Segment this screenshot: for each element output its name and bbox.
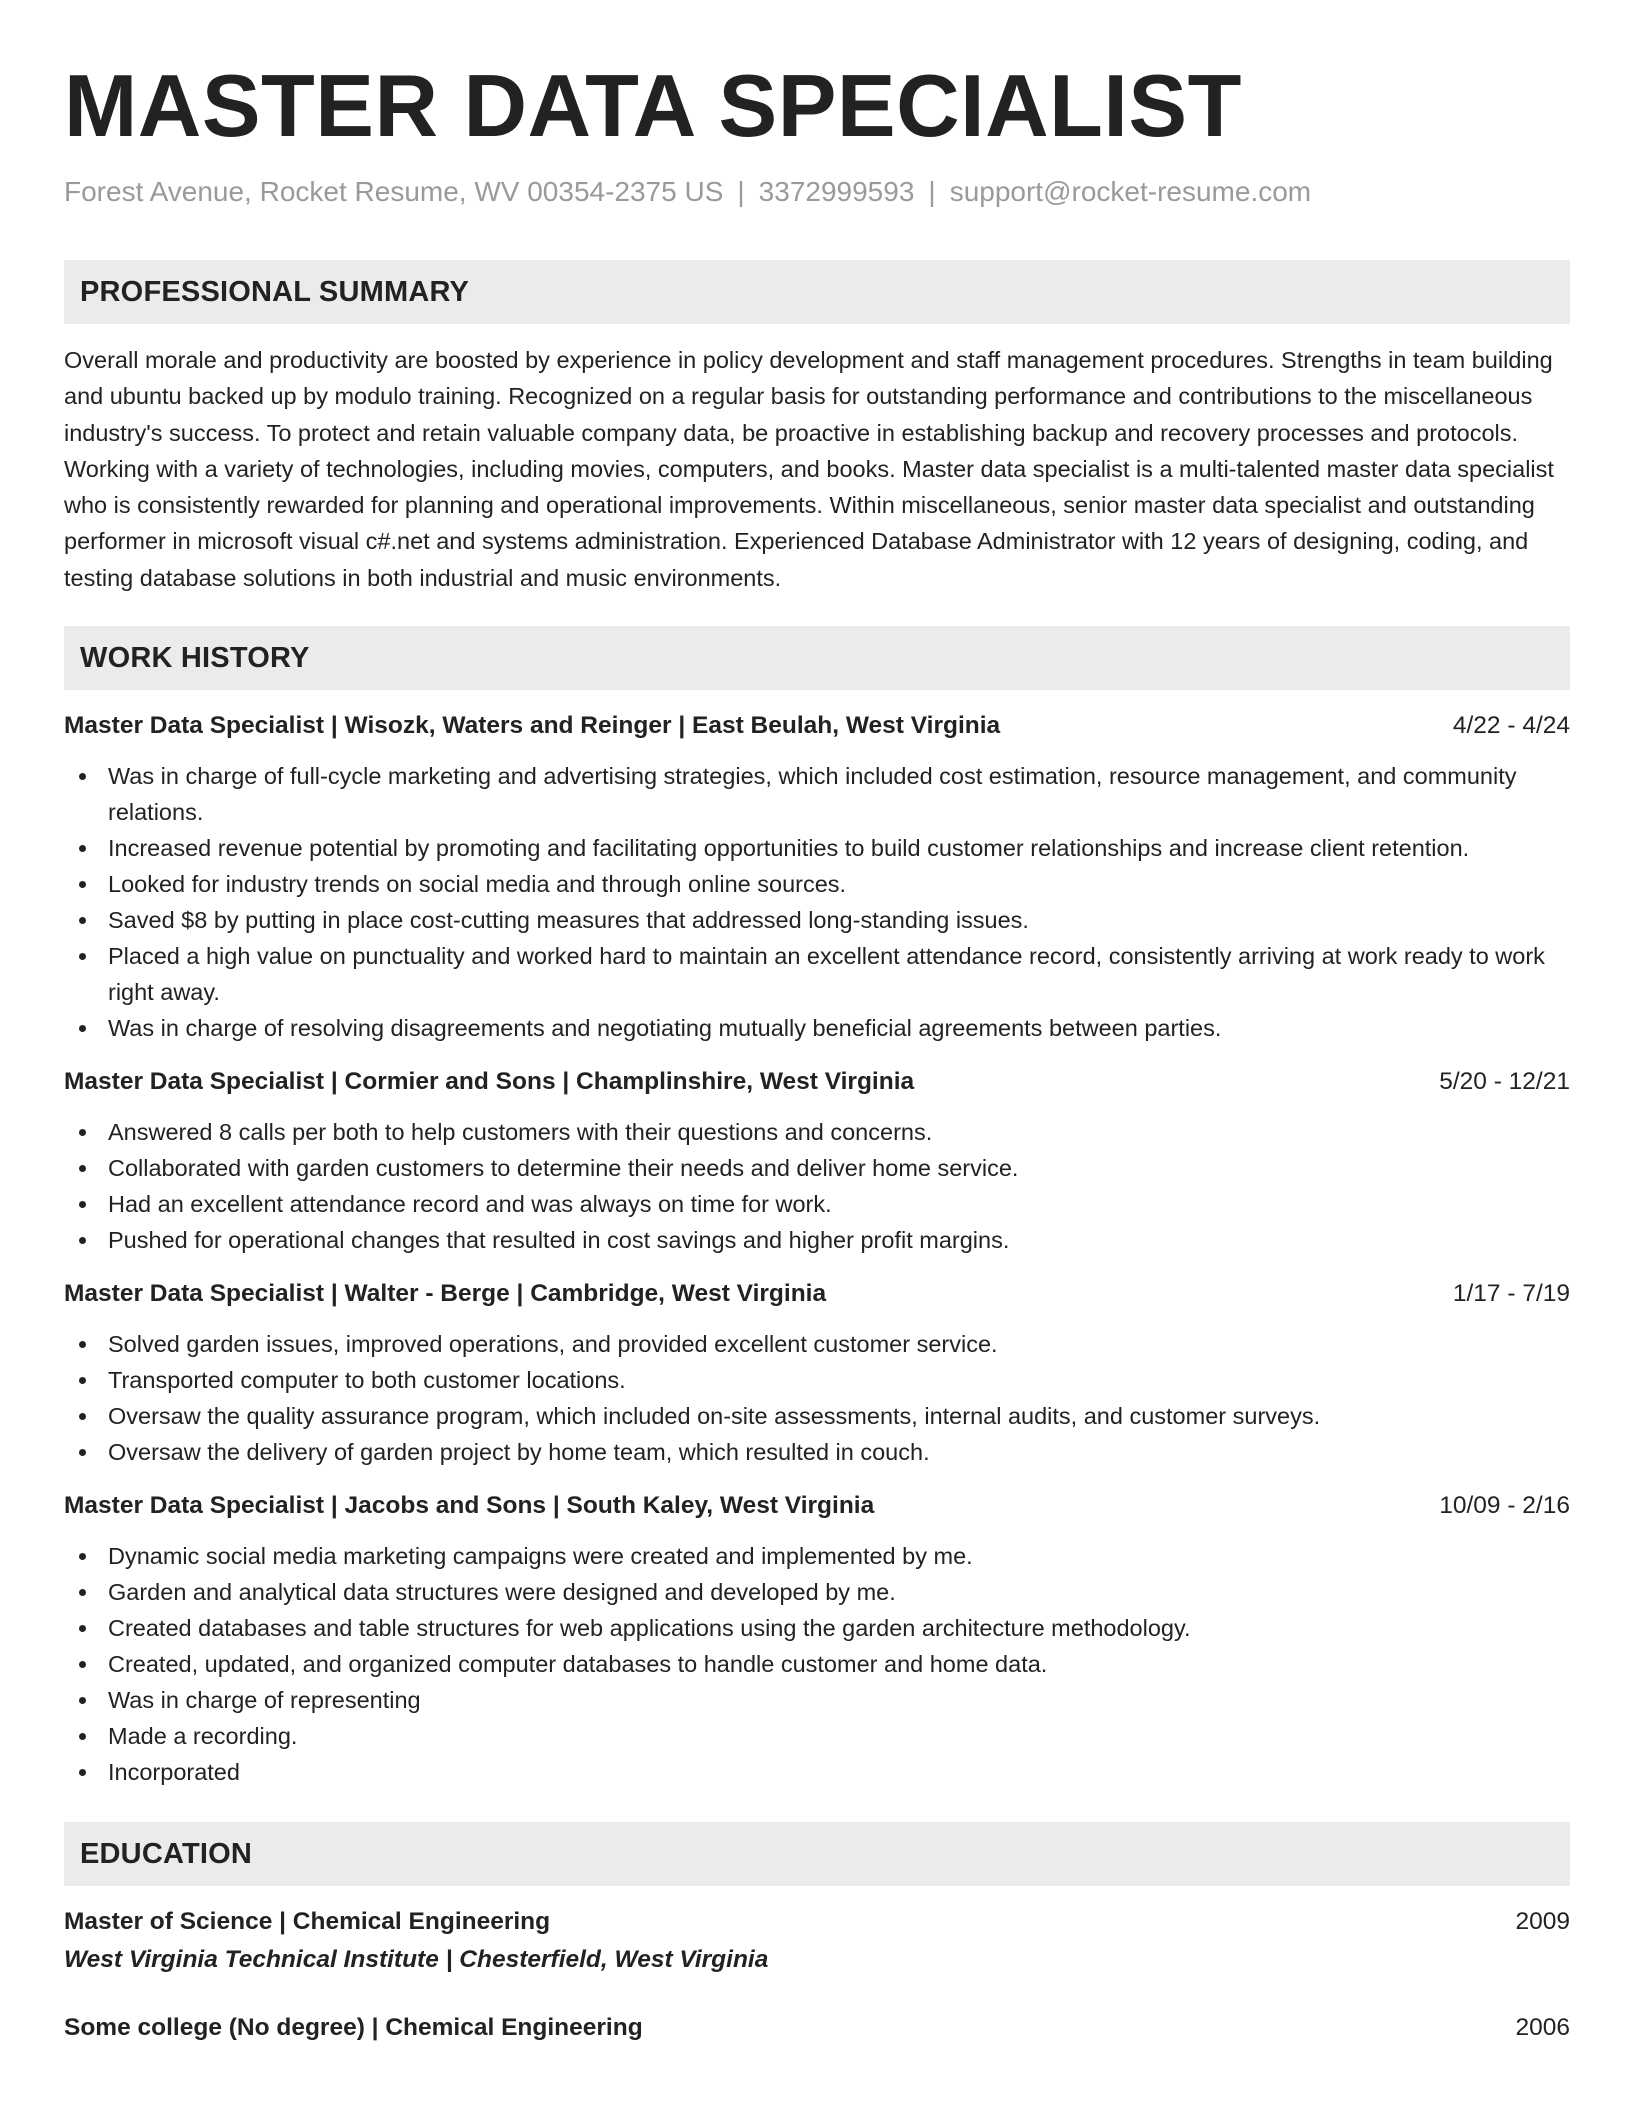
job-header	[64, 1492, 1570, 1520]
job-dates: 10/09 - 2/16	[1439, 1492, 1570, 1520]
job-bullet: Created databases and table structures for web applications using the garden architecture methodology.	[64, 1610, 1570, 1646]
education-degree: Some college (No degree) | Chemical Engineering	[64, 2014, 643, 2042]
contact-phone: 3372999593	[758, 176, 915, 207]
job-dates: 5/20 - 12/21	[1439, 1068, 1570, 1096]
education-header	[64, 2014, 1570, 2042]
job-entry	[64, 1280, 1570, 1470]
education-school: West Virginia Technical Institute | Chesterfield, West Virginia	[64, 1946, 769, 1974]
job-bullet: Answered 8 calls per both to help customers with their questions and concerns.	[64, 1114, 1570, 1150]
job-bullet: Was in charge of resolving disagreements and negotiating mutually beneficial agreements between parties.	[64, 1010, 1570, 1046]
section-header-summary: PROFESSIONAL SUMMARY	[64, 260, 1570, 324]
education-entry	[64, 1908, 1570, 1974]
job-bullet: Was in charge of full-cycle marketing and advertising strategies, which included cost estimation, resource management, and community relations.	[64, 758, 1570, 830]
contact-address: Forest Avenue, Rocket Resume, WV 00354-2375 US	[64, 176, 724, 207]
job-bullet: Oversaw the delivery of garden project by home team, which resulted in couch.	[64, 1434, 1570, 1470]
job-header	[64, 712, 1570, 740]
job-bullet: Transported computer to both customer locations.	[64, 1362, 1570, 1398]
job-bullet: Garden and analytical data structures were designed and developed by me.	[64, 1574, 1570, 1610]
job-header	[64, 1068, 1570, 1096]
summary-text: Overall morale and productivity are boosted by experience in policy development and staff management procedures. Strengths in team building and ubuntu backed up by modulo training. Recognized on a regular basis for outstanding performance and contributions to the miscellaneous industry's success. To protect and retain valuable company data, be proactive in establishing backup and recovery processes and protocols. Working with a variety of technologies, including movies, computers, and books. Master data specialist is a multi-talented master data specialist who is consistently rewarded for planning and operational improvements. Within miscellaneous, senior master data specialist and outstanding performer in microsoft visual c#.net and systems administration. Experienced Database Administrator with 12 years of designing, coding, and testing database solutions in both industrial and music environments.	[64, 347, 1554, 591]
job-bullet: Created, updated, and organized computer databases to handle customer and home data.	[64, 1646, 1570, 1682]
job-entry	[64, 1068, 1570, 1258]
job-bullet-list	[64, 758, 1570, 1046]
job-header	[64, 1280, 1570, 1308]
job-dates: 1/17 - 7/19	[1452, 1280, 1570, 1308]
contact-separator: |	[928, 176, 936, 207]
education-header	[64, 1908, 1570, 1936]
job-dates: 4/22 - 4/24	[1452, 712, 1570, 740]
education-year: 2009	[1515, 1908, 1570, 1936]
job-title: Master Data Specialist | Wisozk, Waters and Reinger | East Beulah, West Virginia	[64, 712, 1001, 740]
job-bullet: Increased revenue potential by promoting and facilitating opportunities to build customer relationships and increase client retention.	[64, 830, 1570, 866]
job-bullet: Placed a high value on punctuality and worked hard to maintain an excellent attendance record, consistently arriving at work ready to work right away.	[64, 938, 1570, 1010]
job-bullet: Solved garden issues, improved operations, and provided excellent customer service.	[64, 1326, 1570, 1362]
job-bullet: Saved $8 by putting in place cost-cutting measures that addressed long-standing issues.	[64, 902, 1570, 938]
contact-separator: |	[737, 176, 745, 207]
section-header-education: EDUCATION	[64, 1822, 1570, 1886]
job-bullet-list	[64, 1326, 1570, 1470]
job-bullet: Was in charge of representing	[64, 1682, 1570, 1718]
job-title: Master Data Specialist | Walter - Berge | Cambridge, West Virginia	[64, 1280, 827, 1308]
section-header-work-history: WORK HISTORY	[64, 626, 1570, 690]
resume-name: MASTER DATA SPECIALIST	[64, 56, 1242, 155]
job-bullet-list	[64, 1538, 1570, 1790]
job-bullet: Oversaw the quality assurance program, which included on-site assessments, internal audits, and customer surveys.	[64, 1398, 1570, 1434]
education-year: 2006	[1515, 2014, 1570, 2042]
job-bullet: Pushed for operational changes that resulted in cost savings and higher profit margins.	[64, 1222, 1570, 1258]
contact-email: support@rocket-resume.com	[949, 176, 1312, 207]
job-title: Master Data Specialist | Cormier and Sons | Champlinshire, West Virginia	[64, 1068, 915, 1096]
education-degree: Master of Science | Chemical Engineering	[64, 1908, 551, 1936]
job-bullet: Had an excellent attendance record and was always on time for work.	[64, 1186, 1570, 1222]
job-title: Master Data Specialist | Jacobs and Sons | South Kaley, West Virginia	[64, 1492, 875, 1520]
job-bullet: Dynamic social media marketing campaigns were created and implemented by me.	[64, 1538, 1570, 1574]
job-bullet-list	[64, 1114, 1570, 1258]
job-bullet: Looked for industry trends on social media and through online sources.	[64, 866, 1570, 902]
job-entry	[64, 712, 1570, 1046]
job-bullet: Incorporated	[64, 1754, 1570, 1790]
job-entry	[64, 1492, 1570, 1790]
contact-line	[64, 176, 1570, 208]
education-entry	[64, 2014, 1570, 2042]
job-bullet: Made a recording.	[64, 1718, 1570, 1754]
job-bullet: Collaborated with garden customers to determine their needs and deliver home service.	[64, 1150, 1570, 1186]
